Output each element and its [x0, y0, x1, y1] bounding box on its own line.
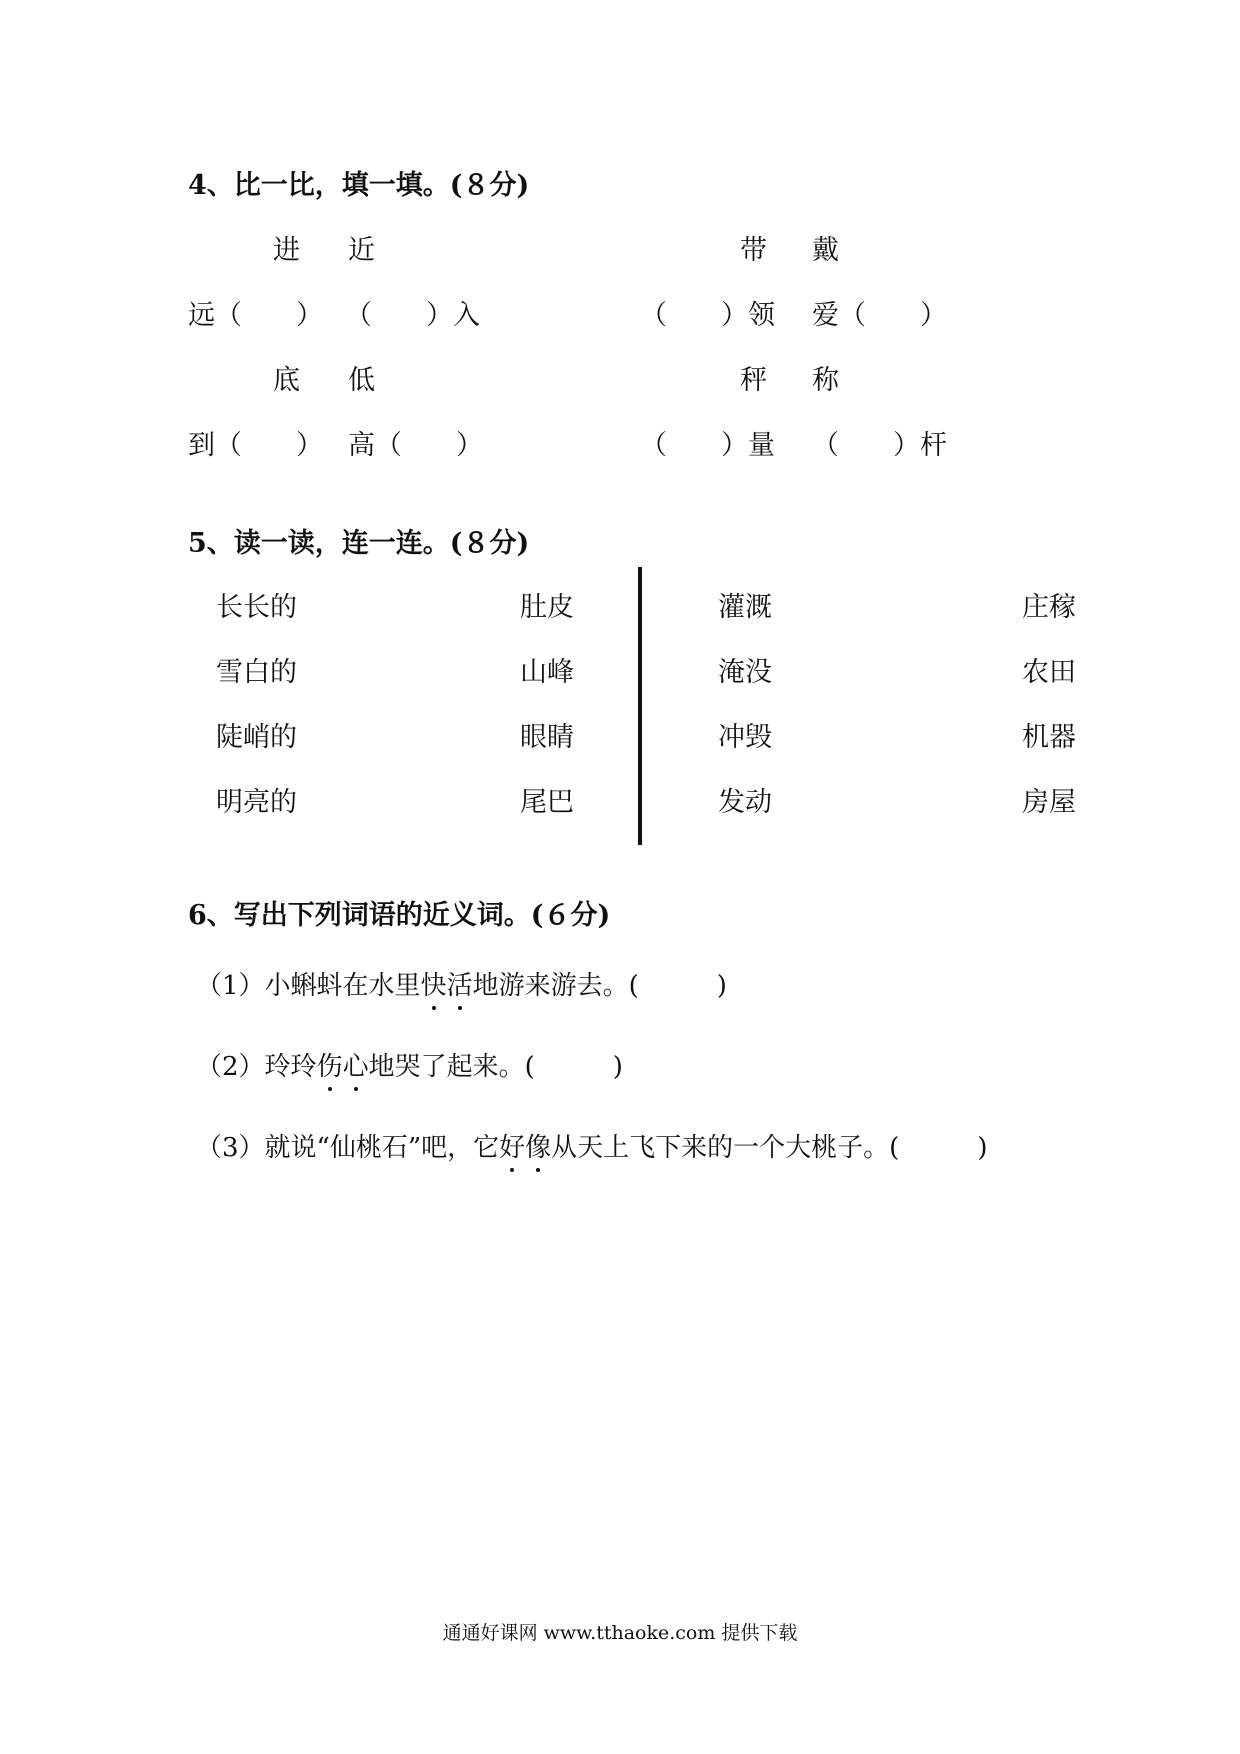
q4-char: 带: [740, 235, 767, 266]
q5-left-word[interactable]: 雪白的: [216, 657, 297, 688]
q6-sentence-1: [196, 965, 727, 1002]
q5-left-match[interactable]: 眼睛: [520, 722, 574, 753]
sentence-text[interactable]: 地哭了起来。( ): [368, 1052, 623, 1082]
emphasized-char: 像: [525, 1127, 551, 1164]
q5-right-word[interactable]: 发动: [718, 787, 772, 818]
sentence-text: （2）玲玲: [196, 1052, 317, 1082]
q4-fill-blank[interactable]: （ ）领: [640, 300, 775, 331]
q4-fill-blank[interactable]: 到（ ）: [188, 430, 323, 461]
q4-fill-blank[interactable]: 远（ ）: [188, 300, 323, 331]
q4-fill-blank[interactable]: （ ）入: [345, 300, 480, 331]
q4-char: 底: [273, 365, 300, 396]
q5-left-word[interactable]: 明亮的: [216, 787, 297, 818]
q4-char: 秤: [740, 365, 767, 396]
sentence-text[interactable]: 从天上飞下来的一个大桃子。( ): [551, 1133, 988, 1163]
q5-right-word[interactable]: 灌溉: [718, 592, 772, 623]
q4-fill-blank[interactable]: 高（ ）: [348, 430, 483, 461]
sentence-text: （1）小蝌蚪在水里: [196, 971, 421, 1001]
q4-heading: 4、比一比，填一填。(８分): [188, 170, 530, 201]
sentence-text[interactable]: 地游来游去。( ): [472, 971, 727, 1001]
q6-heading: 6、写出下列词语的近义词。(６分): [188, 900, 611, 931]
column-divider: [638, 567, 642, 845]
q4-char: 低: [348, 365, 375, 396]
emphasized-char: 好: [499, 1127, 525, 1164]
q5-left-word[interactable]: 长长的: [216, 592, 297, 623]
q5-right-word[interactable]: 冲毁: [718, 722, 772, 753]
q5-left-match[interactable]: 尾巴: [520, 787, 574, 818]
sentence-text: （3）就说“仙桃石”吧，它: [196, 1133, 500, 1163]
q6-sentence-3: [196, 1127, 987, 1164]
page-footer: 通通好课网 www.tthaoke.com 提供下载: [442, 1622, 798, 1644]
q5-right-match[interactable]: 房屋: [1022, 787, 1076, 818]
q4-char: 戴: [812, 235, 839, 266]
q4-fill-blank[interactable]: （ ）杆: [812, 430, 947, 461]
emphasized-char: 快: [421, 965, 447, 1002]
q5-left-match[interactable]: 肚皮: [520, 592, 574, 623]
q4-char: 称: [812, 365, 839, 396]
q5-left-word[interactable]: 陡峭的: [216, 722, 297, 753]
q5-heading: 5、读一读，连一连。(８分): [188, 528, 530, 559]
q5-right-word[interactable]: 淹没: [718, 657, 772, 688]
q4-fill-blank[interactable]: （ ）量: [640, 430, 775, 461]
q6-sentence-2: [196, 1046, 623, 1083]
emphasized-char: 伤: [317, 1046, 343, 1083]
emphasized-char: 心: [343, 1046, 369, 1083]
q4-fill-blank[interactable]: 爱（ ）: [812, 300, 947, 331]
q5-left-match[interactable]: 山峰: [520, 657, 574, 688]
emphasized-char: 活: [447, 965, 473, 1002]
q4-char: 近: [348, 235, 375, 266]
q5-right-match[interactable]: 农田: [1022, 657, 1076, 688]
q4-char: 进: [273, 235, 300, 266]
q5-right-match[interactable]: 机器: [1022, 722, 1076, 753]
q5-right-match[interactable]: 庄稼: [1022, 592, 1076, 623]
